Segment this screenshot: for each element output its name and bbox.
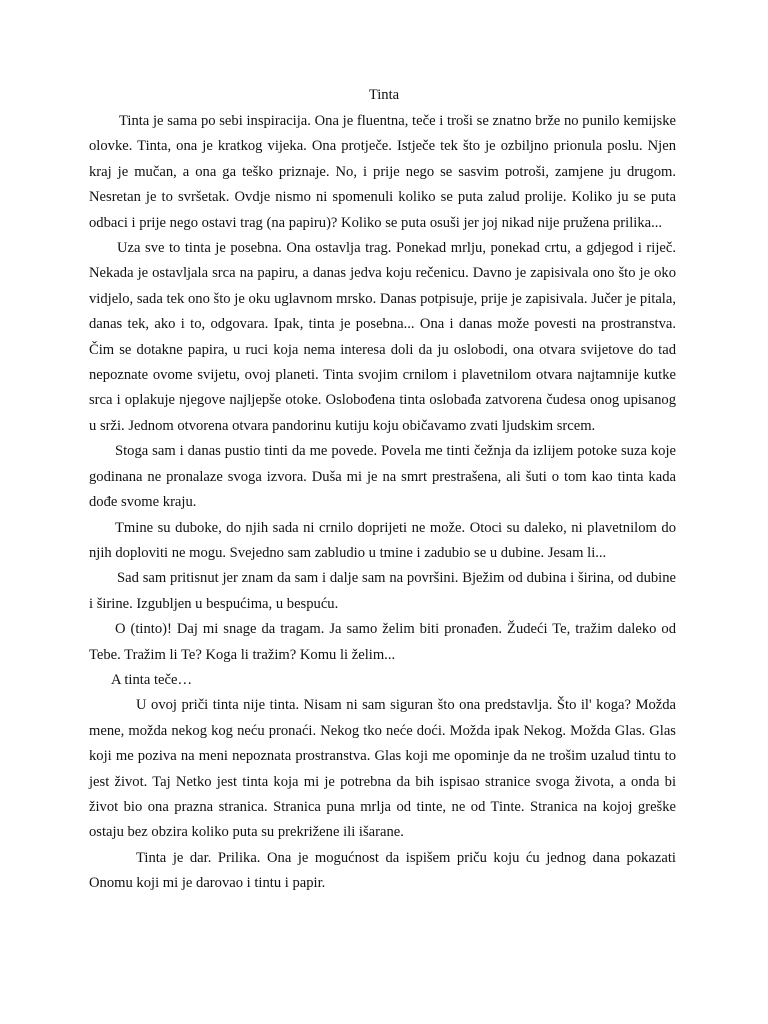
paragraph: O (tinto)! Daj mi snage da tragam. Ja samo želim biti pronađen. Žudeći Te, tražim daleko od Tebe. Tražim li Te? Koga li tražim? Komu li želim... [89, 621, 676, 663]
paragraph: A tinta teče… [111, 671, 193, 688]
paragraph: Sad sam pritisnut jer znam da sam i dalje sam na površini. Bježim od dubina i širina, od dubine i širine. Izgubljen u bespućima, u bespuću. [89, 570, 676, 612]
document-title: Tinta [368, 87, 400, 103]
paragraph: Stoga sam i danas pustio tinti da me povede. Povela me tinti čežnja da izlijem potoke suza koje godinana ne pronalaze svoga izvora. Duša mi je na smrt prestrašena, ali šuti o tom kao tinta kada dođe svome kraju. [89, 443, 676, 511]
paragraph: Tinta je sama po sebi inspiracija. Ona je fluentna, teče i troši se znatno brže no punilo kemijske olovke. Tinta, ona je kratkog vijeka. Ona protječe. Istječe tek što je ozbiljno prionula poslu. Njen kraj je mučan, a ona ga teško priznaje. No, i prije nego se sasvim potroši, zamjene ju drugom. Nesretan je to svršetak. Ovdje nismo ni spomenuli koliko se puta zalud prolije. Koliko ju se puta odbaci i prije nego ostavi trag (na papiru)? Koliko se puta osuši jer joj nikad nije pružena prilika... [89, 113, 676, 231]
paragraph: Tinta je dar. Prilika. Ona je mogućnost da ispišem priču koju ću jednog dana pokazati Onomu koji mi je darovao i tintu i papir. [89, 849, 676, 892]
paragraph: U ovoj priči tinta nije tinta. Nisam ni sam siguran što ona predstavlja. Što il' koga? Možda mene, možda nekog kog neću pronaći. Nekog tko neće doći. Možda ipak Nekog. Možda Glas. Glas koji me poziva na meni nepoznata prostranstva. Glas koji me opominje da ne trošim uzalud tintu to jest život. Taj Netko jest tinta koja mi je potrebna da bih ispisao stranice svoga života, a onda bi život bio ona prazna stranica. Stranica puna mrlja od tinte, ne od Tinte. Stranica na kojoj greške ostaju bez obzira koliko puta su prekrižene ili išarane. [89, 697, 676, 841]
paragraph: Tmine su duboke, do njih sada ni crnilo doprijeti ne može. Otoci su daleko, ni plavetnilom do njih doploviti ne mogu. Svejedno sam zabludio u tmine i zadubio se u dubine. Jesam li... [89, 519, 676, 561]
paragraph: Uza sve to tinta je posebna. Ona ostavlja trag. Ponekad mrlju, ponekad crtu, a gdjegod i riječ. Nekada je ostavljala srca na papiru, a danas jedva koju rečenicu. Davno je zapisivala ono što je oko vidjelo, sada tek ono što je oku uglavnom mrsko. Danas potpisuje, prije je zapisivala. Jučer je pitala, danas tek, ako i to, odgovara. Ipak, tinta je posebna... Ona i danas može povesti na prostranstva. Čim se dotakne papira, u ruci koja nema interesa doli da ju oslobodi, ona otvara svijetove do tad nepoznate ovome svijetu, ovoj planeti. Tinta svojim crnilom i plavetnilom otvara najtamnije kutke srca i oplakuje njegove najljepše otoke. Oslobođena tinta oslobađa zatvorena čudesa onog upisanog u srži. Jednom otvorena otvara pandorinu kutiju koju običavamo zvati ljudskim srcem. [89, 240, 676, 434]
document-body [89, 109, 676, 897]
